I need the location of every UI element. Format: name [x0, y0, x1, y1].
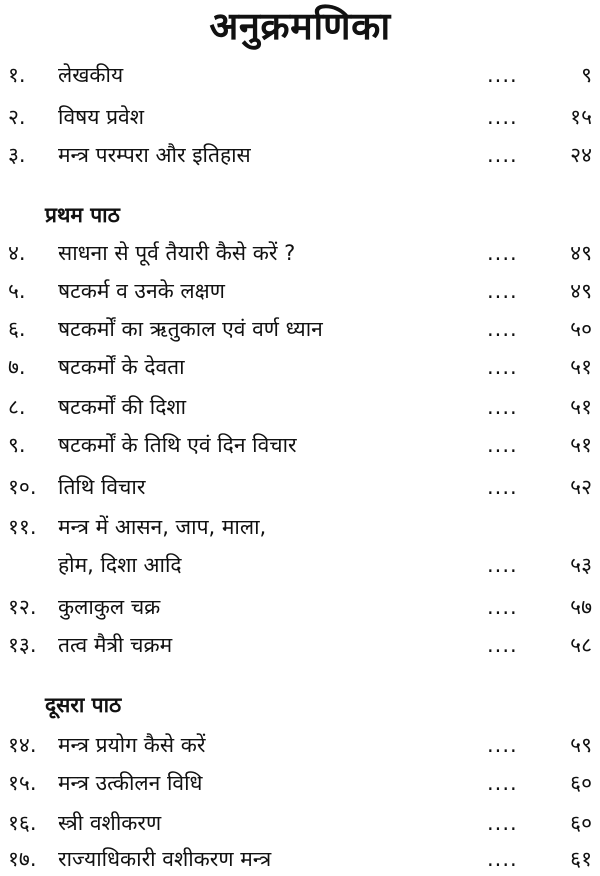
entry-page: ५१	[570, 395, 592, 419]
leader-dots: ....	[487, 395, 518, 419]
entry-title: मन्त्र उत्कीलन विधि	[58, 771, 203, 795]
entry-page: ५७	[570, 595, 592, 619]
entry-number: ४.	[8, 241, 26, 265]
entry-page: ४९	[570, 279, 592, 303]
entry-page: ५०	[570, 317, 592, 341]
entry-title: स्त्री वशीकरण	[58, 811, 162, 835]
entry-title: कुलाकुल चक्र	[58, 595, 161, 619]
toc-entry	[0, 138, 600, 172]
leader-dots: ....	[487, 771, 518, 795]
entry-number: १७.	[8, 847, 37, 871]
leader-dots: ....	[487, 143, 518, 167]
entry-page: १५	[570, 105, 592, 129]
leader-dots: ....	[487, 811, 518, 835]
entry-number: १.	[8, 63, 26, 87]
entry-number: ७.	[8, 355, 26, 379]
toc-entry	[0, 390, 600, 424]
toc-entry	[0, 728, 600, 762]
toc-entry	[0, 590, 600, 624]
entry-page: ६०	[570, 811, 592, 835]
section-heading: दूसरा पाठ	[45, 693, 122, 717]
entry-number: १०.	[8, 475, 37, 499]
entry-number: २.	[8, 105, 26, 129]
entry-title: लेखकीय	[58, 63, 124, 87]
entry-number: १५.	[8, 771, 37, 795]
entry-title: षटकर्मों का ऋतुकाल एवं वर्ण ध्यान	[58, 317, 323, 341]
toc-entry	[0, 350, 600, 384]
entry-title: षटकर्मों की दिशा	[58, 395, 187, 419]
entry-title: मन्त्र परम्परा और इतिहास	[58, 143, 251, 167]
leader-dots: ....	[487, 433, 518, 457]
toc-entry-continuation	[0, 548, 600, 582]
toc-entry	[0, 842, 600, 876]
entry-title: मन्त्र में आसन, जाप, माला,	[58, 515, 267, 539]
entry-page: ६१	[570, 847, 592, 871]
entry-title: विषय प्रवेश	[58, 105, 145, 129]
section-heading: प्रथम पाठ	[45, 203, 120, 227]
entry-page: ५१	[570, 355, 592, 379]
entry-page: ५२	[570, 475, 592, 499]
entry-number: १२.	[8, 595, 37, 619]
entry-page: ५९	[570, 733, 592, 757]
toc-entry	[0, 806, 600, 840]
leader-dots: ....	[487, 63, 518, 87]
entry-number: ५.	[8, 279, 26, 303]
entry-page: ९	[581, 63, 592, 87]
entry-page: ५३	[570, 553, 592, 577]
entry-title: षटकर्मों के तिथि एवं दिन विचार	[58, 433, 297, 457]
entry-number: १४.	[8, 733, 37, 757]
entry-title: तिथि विचार	[58, 475, 146, 499]
toc-entry	[0, 766, 600, 800]
page-title: अनुक्रमणिका	[209, 4, 391, 48]
leader-dots: ....	[487, 355, 518, 379]
toc-entry	[0, 274, 600, 308]
entry-number: ११.	[8, 515, 37, 539]
entry-title-continued: होम, दिशा आदि	[58, 553, 182, 577]
entry-title: षटकर्मों के देवता	[58, 355, 185, 379]
toc-entry	[0, 628, 600, 662]
entry-number: १६.	[8, 811, 37, 835]
leader-dots: ....	[487, 317, 518, 341]
entry-title: षटकर्म व उनके लक्षण	[58, 279, 225, 303]
entry-page: ४९	[570, 241, 592, 265]
entry-title: राज्याधिकारी वशीकरण मन्त्र	[58, 847, 272, 871]
leader-dots: ....	[487, 105, 518, 129]
entry-title: साधना से पूर्व तैयारी कैसे करें ?	[58, 241, 296, 265]
entry-page: ५१	[570, 433, 592, 457]
toc-entry	[0, 100, 600, 134]
entry-page: २४	[570, 143, 592, 167]
toc-entry	[0, 312, 600, 346]
toc-entry	[0, 58, 600, 92]
leader-dots: ....	[487, 553, 518, 577]
entry-number: ८.	[8, 395, 26, 419]
leader-dots: ....	[487, 595, 518, 619]
leader-dots: ....	[487, 241, 518, 265]
entry-number: १३.	[8, 633, 37, 657]
entry-page: ६०	[570, 771, 592, 795]
leader-dots: ....	[487, 279, 518, 303]
toc-entry	[0, 236, 600, 270]
entry-number: ९.	[8, 433, 26, 457]
leader-dots: ....	[487, 733, 518, 757]
entry-page: ५८	[570, 633, 592, 657]
entry-title: तत्व मैत्री चक्रम	[58, 633, 173, 657]
leader-dots: ....	[487, 847, 518, 871]
leader-dots: ....	[487, 475, 518, 499]
entry-number: ३.	[8, 143, 26, 167]
toc-entry	[0, 510, 600, 544]
entry-title: मन्त्र प्रयोग कैसे करें	[58, 733, 206, 757]
toc-entry	[0, 428, 600, 462]
toc-entry	[0, 470, 600, 504]
leader-dots: ....	[487, 633, 518, 657]
entry-number: ६.	[8, 317, 26, 341]
